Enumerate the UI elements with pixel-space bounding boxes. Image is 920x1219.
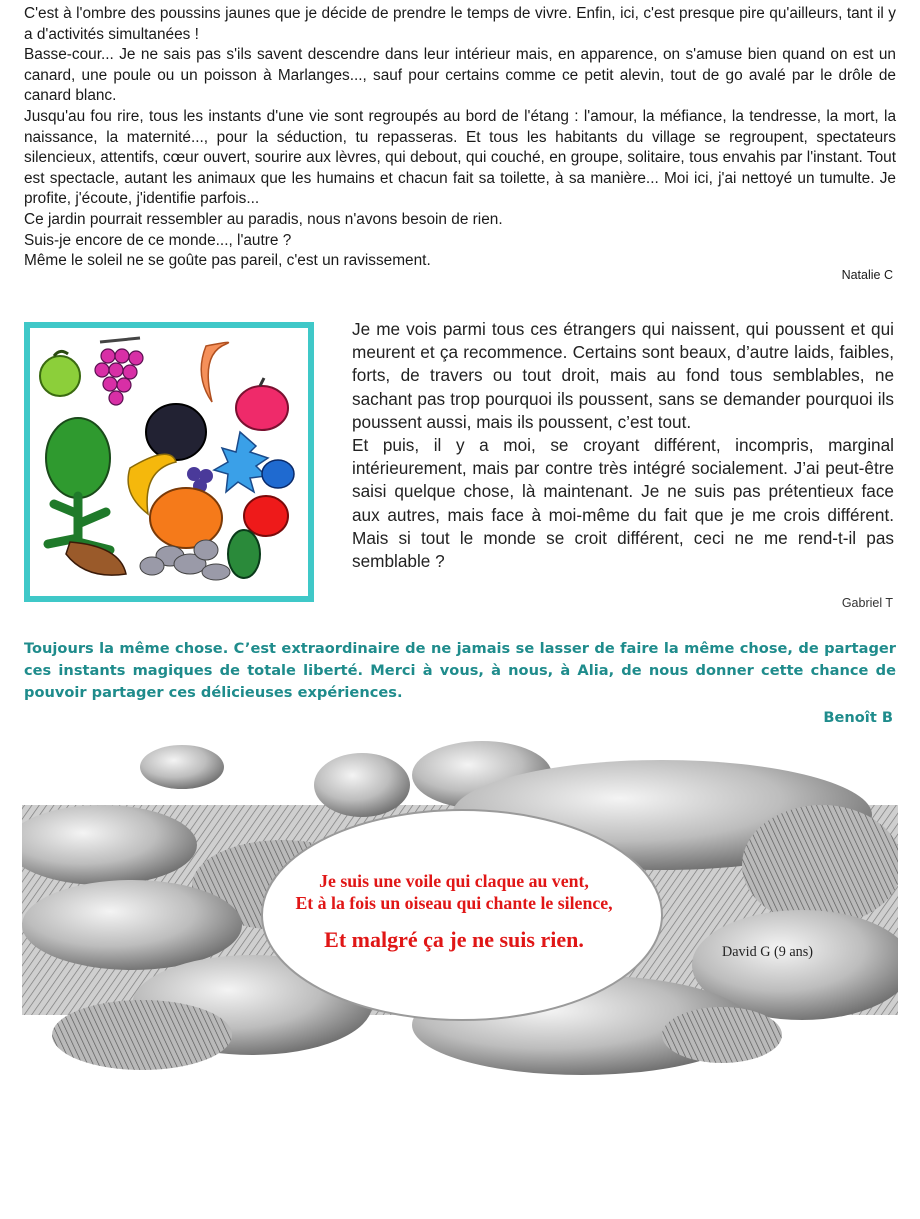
poem-line-1: Je suis une voile qui claque au vent, xyxy=(319,871,589,891)
signature-david: David G (9 ans) xyxy=(722,944,814,960)
poem-line-3: Et malgré ça je ne suis rien. xyxy=(324,927,584,952)
poem xyxy=(268,870,640,953)
paragraph: Suis-je encore de ce monde..., l'autre ? xyxy=(24,231,292,249)
paragraph: Je me vois parmi tous ces étrangers qui naissent, qui poussent et qui meurent et ça recommence. Certains sont beaux, d’autre laids, faibles, forts, de travers ou tout droit, mais au fond tous semblables, ne sachant pas trop pourquoi ils poussent, sans se demander pourquoi ils poussent aussi, mais ils poussent, c’est tout. xyxy=(352,319,894,432)
poem-line-2: Et à la fois un oiseau qui chante le silence, xyxy=(295,893,613,913)
paragraph: Toujours la même chose. C’est extraordinaire de ne jamais se lasser de faire la même chose, de partager ces instants magiques de totale liberté. Merci à vous, à nous, à Alia, de nous donner cette chance de pouvoir partager ces délicieuses expériences. xyxy=(24,640,896,701)
text-block-natalie xyxy=(24,4,896,272)
signature-benoit: Benoît B xyxy=(823,709,893,726)
paragraph: Jusqu'au fou rire, tous les instants d'une vie sont regroupés au bord de l'étang : l'amour, la méfiance, la tendresse, la mort, la naissance, la maternité..., pour la séduction, tu repasseras. Et tous les habitants du village se regroupent, spectateurs silencieux, attentifs, cœur ouvert, sourire aux lèvres, qui debout, qui couché, en groupe, solitaire, tous envahis par l'instant. Tout est spectacle, autant les animaux que les humains et chacun fait sa toilette, à sa manière... Moi ici, j'ai nettoyé un tumulte. Je profite, j'écoute, j'identifie parfois... xyxy=(24,107,896,208)
signature-natalie: Natalie C xyxy=(841,268,893,282)
fruit-drawing-illustration xyxy=(30,328,308,596)
text-block-benoit xyxy=(24,638,896,704)
paragraph: Et puis, il y a moi, se croyant différent, incompris, marginal intérieurement, mais par contre très intégré socialement. J’ai peut-être saisi quelque chose, là maintenant. Je ne suis pas prétentieux face aux autres, mais face à moi-même du fait que je me crois différent. Mais si tout le monde se croit différent, ceci ne me rend-t-il pas semblable ? xyxy=(352,435,894,572)
paragraph: Même le soleil ne se goûte pas pareil, c'est un ravissement. xyxy=(24,252,431,270)
text-block-gabriel xyxy=(352,318,894,573)
paragraph: Ce jardin pourrait ressembler au paradis, nous n'avons besoin de rien. xyxy=(24,210,503,228)
fruit-drawing xyxy=(24,322,314,602)
signature-gabriel: Gabriel T xyxy=(841,596,893,610)
paragraph: Basse-cour... Je ne sais pas s'ils savent descendre dans leur intérieur mais, en apparence, on s'amuse bien quand on est un canard, une poule ou un poisson à Marlanges..., sauf pour certains comme ce petit alevin, tout de go avalé par le drôle de canard blanc. xyxy=(24,46,896,105)
paragraph: C'est à l'ombre des poussins jaunes que je décide de prendre le temps de vivre. Enfin, ici, c'est presque pire qu'ailleurs, tant il y a d'activités simultanées ! xyxy=(24,5,896,43)
